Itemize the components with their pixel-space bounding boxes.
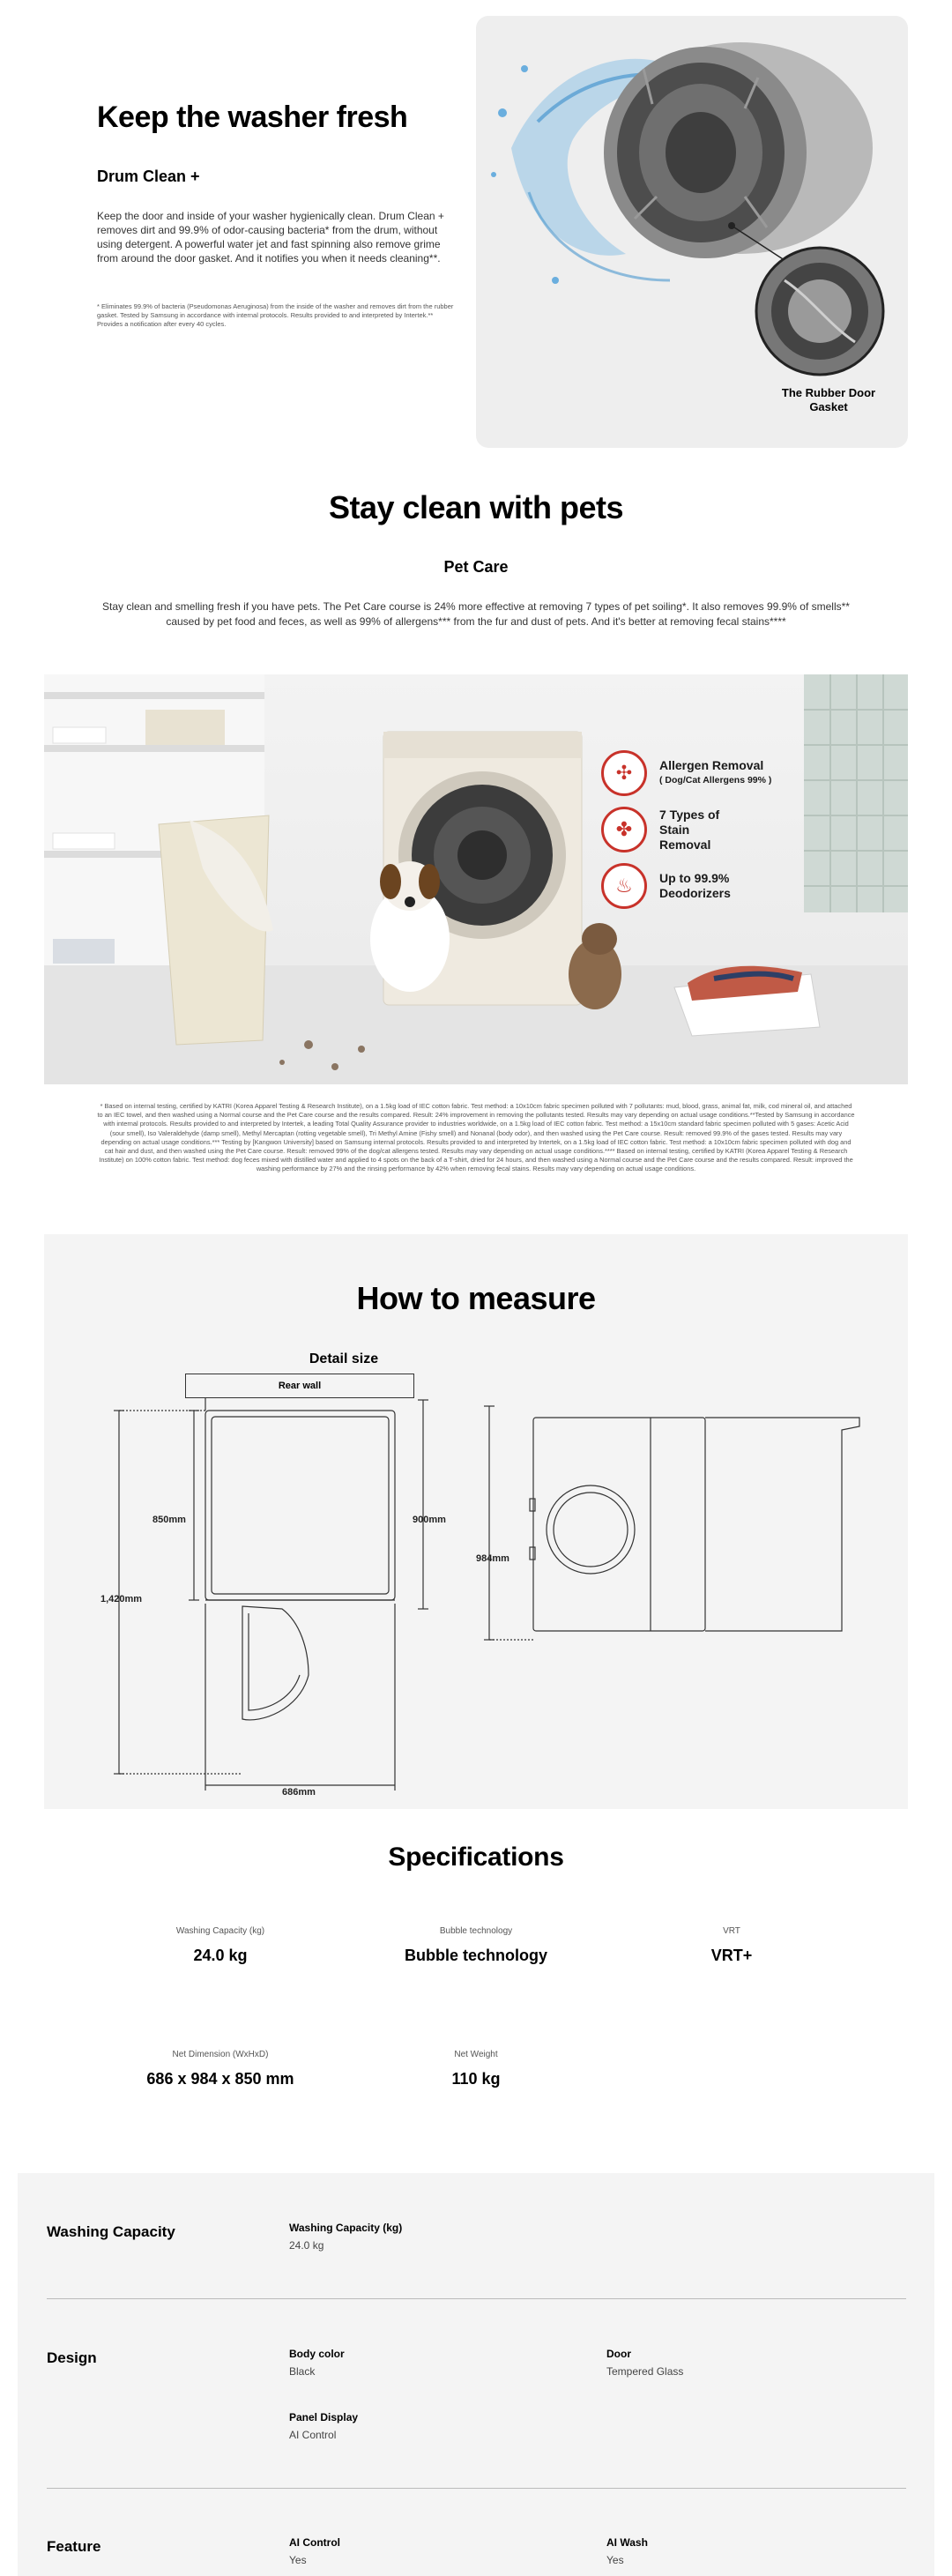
spec-label: Washing Capacity (kg) xyxy=(175,1926,265,1936)
stain-removal-badge xyxy=(601,801,813,858)
spec-cell xyxy=(289,2536,554,2566)
cell-value: Yes xyxy=(289,2554,307,2566)
spec-cell xyxy=(606,2536,871,2566)
drum-clean-subtitle: Drum Clean + xyxy=(97,168,200,186)
spec-value: 686 x 984 x 850 mm xyxy=(146,2070,294,2088)
spec-cell xyxy=(289,2411,554,2441)
spec-label: Net Dimension (WxHxD) xyxy=(172,2050,269,2059)
spec-cell xyxy=(606,2348,871,2378)
pet-care-badges xyxy=(601,745,813,914)
how-to-measure-section xyxy=(44,1234,908,1809)
cell-value: Tempered Glass xyxy=(606,2365,684,2378)
spec-label: VRT xyxy=(723,1926,740,1936)
pet-care-footnote: * Based on internal testing, certified by KATRI (Korea Apparel Testing & Research Institute), on a 1.5kg load of IEC cotton fabric. Test method: a 10x10cm fabric specimen polluted with 7 pollutants: mud, blood, grass, animal fat, milk, cod mineral oil, and attached to an IEC towel, and then washed using a Normal course and the Pet Care course and the results compared. Result: 24% improvement in removing the pollutants tested. Results may vary depending on actual usage conditions.**Tested by Samsung in accordance with internal protocols. Results provided to and interpreted by Intertek, a leading Total Quality Assurance provider to industries worldwide, on a 1.5kg load of IEC cotton fabric. Test method: a 15x10cm standard fabric specimen polluted with 5 gases: Acetic Acid (sour smell), Iso Valeraldehyde (damp smell), Methyl Mercaptan (rotting vegetable smell), Tri Methyl Amine (Fishy smell) and Nonanal (body odor), and then washed using the Pet Care course. Result: removed 99.9% of the gases tested. Results may vary depending on actual usage conditions.*** Testing by [Kangwon University] based on Samsung internal protocols. Results provided to and interpreted by Intertek, on a 1.5kg load of IEC cotton fabric. Test method: a 10x10cm fabric specimen polluted with dog and cat hair and dust, and then washed using the Pet Care course. Result: removed 99% of the dog/cat allergens tested. Results may vary depending on actual usage conditions.**** Based on internal testing, certified by KATRI (Korea Apparel Testing & Research Institute) on 100% cotton fabric. Test method: dog feces mixed with distilled water and applied to 4 spots on the back of a T-shirt, dried for 24 hours, and then washed using a Normal course and the Pet Care course and the results compared. Result: improved the washing performance by 27% and the rinsing performance by 42% when removing fecal stains. Results may vary depending on actual usage conditions. xyxy=(97,1102,855,1173)
how-to-measure-title: How to measure xyxy=(356,1280,596,1316)
washer-drum-illustration xyxy=(476,16,908,448)
badge-detail: ( Dog/Cat Allergens 99% ) xyxy=(659,775,772,785)
spec-table xyxy=(18,2173,934,2576)
row-feature: Feature xyxy=(47,2538,101,2555)
cell-value: Black xyxy=(289,2365,316,2378)
cell-label: Body color xyxy=(289,2348,345,2360)
rear-wall-label: Rear wall xyxy=(185,1374,414,1398)
deodorizer-badge xyxy=(601,858,813,914)
depth-dimension: 850mm xyxy=(152,1515,186,1525)
drum-clean-footnote: * Eliminates 99.9% of bacteria (Pseudomonas Aeruginosa) from the inside of the washer and removes dirt from the rubber gasket. Tested by Samsung in accordance with internal protocols. Results provided to and interpreted by Intertek.** Provides a notification after every 40 cycles. xyxy=(97,302,454,329)
spec-value: Bubble technology xyxy=(405,1947,547,1964)
rubber-door-gasket-label: The Rubber Door Gasket xyxy=(781,386,876,413)
spec-washing-capacity xyxy=(115,1926,326,1965)
specifications-title: Specifications xyxy=(388,1843,564,1872)
cell-value: 24.0 kg xyxy=(289,2239,324,2252)
spec-value: 24.0 kg xyxy=(193,1947,248,1964)
spec-vrt xyxy=(626,1926,837,1965)
pet-care-subtitle: Pet Care xyxy=(443,558,509,576)
spec-bubble-technology xyxy=(370,1926,582,1965)
pet-care-description: Stay clean and smelling fresh if you have pets. The Pet Care course is 24% more effective at removing 7 types of pet soiling*. It also removes 99.9% of smells** caused by pet food and feces, as well as 99% of allergens*** from the fur and dust of pets. And it's better at removing fecal stains**** xyxy=(102,600,850,628)
allergen-icon: ✣ xyxy=(601,750,647,796)
stain-icon: ✤ xyxy=(601,807,647,852)
washer-fresh-text xyxy=(97,101,458,329)
cell-label: Washing Capacity (kg) xyxy=(289,2222,403,2234)
badge-title: Up to 99.9% Deodorizers xyxy=(659,871,731,900)
row-divider xyxy=(47,2298,906,2299)
badge-title: 7 Types of Stain Removal xyxy=(659,807,720,852)
cell-label: AI Wash xyxy=(606,2536,648,2549)
drum-image-panel xyxy=(476,16,908,448)
door-open-dimension: 1,420mm xyxy=(100,1594,143,1604)
cell-label: AI Control xyxy=(289,2536,340,2549)
cell-value: AI Control xyxy=(289,2429,337,2441)
width-dimension: 686mm xyxy=(282,1787,316,1798)
spec-cell xyxy=(289,2348,554,2378)
spec-net-weight xyxy=(370,2050,582,2088)
height-dimension: 900mm xyxy=(413,1515,446,1525)
washer-fresh-title: Keep the washer fresh xyxy=(97,101,408,134)
spec-label: Bubble technology xyxy=(439,1926,513,1936)
badge-title: Allergen Removal xyxy=(659,758,764,772)
cell-value: Yes xyxy=(606,2554,624,2566)
spec-net-dimension xyxy=(115,2050,326,2088)
pet-care-photo xyxy=(44,674,908,1084)
spec-value: VRT+ xyxy=(710,1947,753,1964)
spec-value: 110 kg xyxy=(451,2070,501,2088)
drum-clean-description: Keep the door and inside of your washer hygienically clean. Drum Clean + removes dirt and 99.9% of odor-causing bacteria* from the drum, without using detergent. A powerful water jet and fast spinning also remove grime from around the door gasket. And it notifies you when it needs cleaning**. xyxy=(97,210,444,265)
row-divider xyxy=(47,2488,906,2489)
total-height-dimension: 984mm xyxy=(476,1553,509,1564)
allergen-removal-badge xyxy=(601,745,813,801)
detail-size-title: Detail size xyxy=(309,1351,379,1366)
row-design: Design xyxy=(47,2349,97,2366)
washer-fresh-section xyxy=(0,0,952,458)
cell-label: Door xyxy=(606,2348,631,2360)
pets-title: Stay clean with pets xyxy=(328,489,624,525)
row-washing-capacity: Washing Capacity xyxy=(47,2223,175,2240)
spec-label: Net Weight xyxy=(454,2050,498,2059)
spec-cell xyxy=(289,2222,554,2252)
cell-label: Panel Display xyxy=(289,2411,359,2423)
deodorizer-icon: ♨ xyxy=(601,863,647,909)
